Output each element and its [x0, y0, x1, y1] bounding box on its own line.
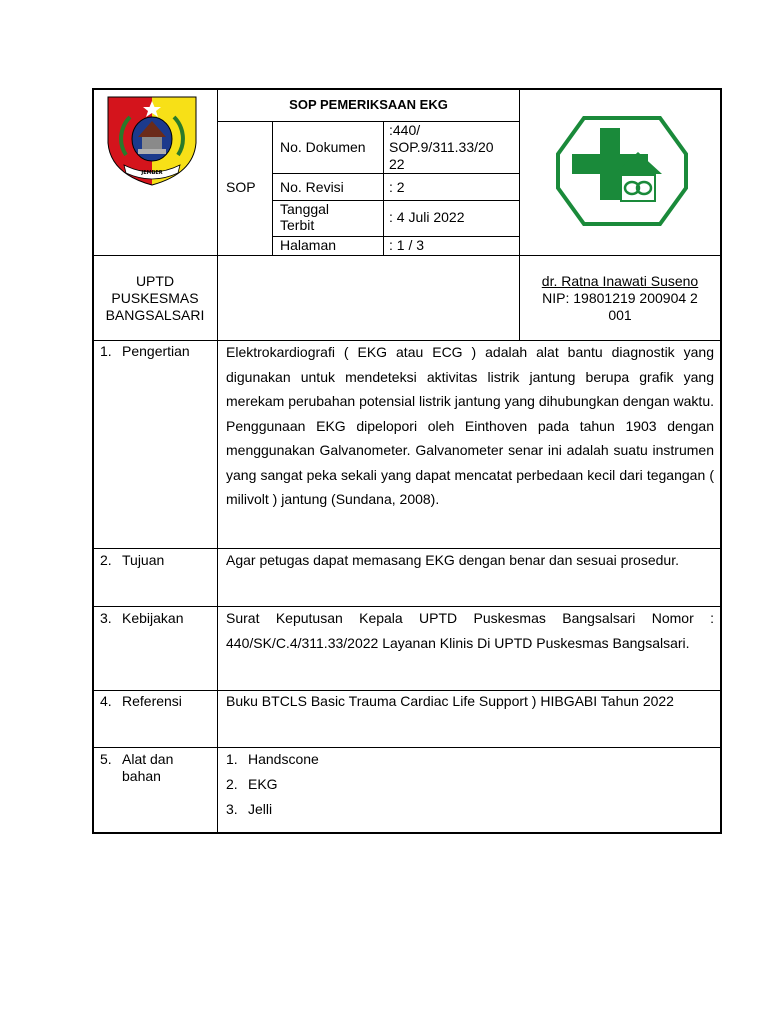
- list-item: [226, 797, 714, 822]
- section-4-text: Buku BTCLS Basic Trauma Cardiac Life Support ) HIBGABI Tahun 2022: [226, 693, 674, 709]
- signatory-nip-line-2: 001: [608, 307, 632, 323]
- body-column-divider: [217, 340, 218, 834]
- tanggal-terbit-value: : 4 Juli 2022: [389, 209, 465, 225]
- no-dokumen-value: [389, 122, 494, 173]
- sop-label: SOP: [226, 179, 256, 195]
- institution-line-3: BANGSALSARI: [105, 307, 205, 323]
- list-item: [226, 747, 714, 772]
- header-bottom-line: [92, 255, 722, 256]
- section-5-number: 5.: [100, 751, 112, 767]
- no-revisi-label: No. Revisi: [280, 179, 344, 195]
- institution-line-2: PUSKESMAS: [111, 290, 199, 306]
- signatory-name: dr. Ratna Inawati Suseno: [541, 273, 699, 289]
- sop-divider: [272, 121, 273, 255]
- no-dokumen-value-line-3: 22: [389, 156, 405, 172]
- signatory-block: [520, 273, 720, 324]
- section-2-number: 2.: [100, 552, 112, 568]
- signatory-nip-line-1: NIP: 19801219 200904 2: [542, 290, 698, 306]
- section-5-title: [122, 751, 173, 785]
- document-title: SOP PEMERIKSAAN EKG: [289, 97, 448, 112]
- table-left-border: [92, 88, 94, 834]
- section-2-text: Agar petugas dapat memasang EKG dengan benar dan sesuai prosedur.: [226, 552, 679, 568]
- list-item-number: 1.: [226, 751, 238, 767]
- no-dokumen-label: No. Dokumen: [280, 139, 366, 155]
- section-4-title: Referensi: [122, 693, 182, 709]
- section-1-text: Elektrokardiografi ( EKG atau ECG ) adalah alat bantu diagnostik yang digunakan untuk mendeteksi aktivitas listrik jantung berupa grafik yang merekam perubahan potensial listrik jantung yang dihubungkan dengan waktu. Penggunaan EKG dipelopori oleh Einthoven pada tahun 1903 dengan menggunakan Galvanometer. Galvanometer senar ini adalah suatu instrumen yang sangat peka sekali yang dapat mencatat perbedaan kecil dari tegangan ( milivolt ) jantung (Sundana, 2008).: [226, 344, 714, 507]
- jember-regency-emblem-icon: [104, 93, 199, 188]
- no-dokumen-value-line-1: :440/: [389, 122, 421, 138]
- section-5-title-line-1: Alat dan: [122, 751, 174, 767]
- tanggal-terbit-label-line-2: Terbit: [280, 217, 315, 233]
- table-right-border: [720, 88, 722, 834]
- list-item-text: Jelli: [248, 801, 273, 817]
- tanggal-terbit-label: [280, 201, 329, 233]
- emblem-ribbon-text: JEMBER: [141, 170, 163, 176]
- list-item-text: Handscone: [248, 751, 319, 767]
- halaman-label: Halaman: [280, 237, 337, 253]
- section-3-title: Kebijakan: [122, 610, 184, 626]
- institution-line-1: UPTD: [135, 273, 175, 289]
- equipment-list: [226, 747, 714, 822]
- list-item-text: EKG: [248, 776, 278, 792]
- header-divider-left: [217, 88, 218, 340]
- section-4-number: 4.: [100, 693, 112, 709]
- no-dokumen-value-line-2: SOP.9/311.33/20: [389, 139, 494, 155]
- row-line-1: [272, 173, 520, 174]
- table-top-border: [92, 88, 722, 90]
- list-item-number: 2.: [226, 776, 238, 792]
- puskesmas-logo-icon: [556, 116, 688, 226]
- meta-divider: [383, 121, 384, 255]
- institution-name: [93, 273, 217, 324]
- section-2-title: Tujuan: [122, 552, 165, 568]
- tanggal-terbit-label-line-1: Tanggal: [280, 201, 330, 217]
- table-bottom-border: [92, 832, 722, 834]
- section-3-text: Surat Keputusan Kepala UPTD Puskesmas Bangsalsari Nomor : 440/SK/C.4/311.33/2022 Layanan Klinis Di UPTD Puskesmas Bangsalsari.: [226, 610, 714, 651]
- section-3-number: 3.: [100, 610, 112, 626]
- section-5-title-line-2: bahan: [122, 768, 161, 784]
- section-1-number: 1.: [100, 343, 112, 359]
- section-1-title: Pengertian: [122, 343, 190, 359]
- list-item-number: 3.: [226, 801, 238, 817]
- no-revisi-value: : 2: [389, 179, 405, 195]
- list-item: [226, 772, 714, 797]
- halaman-value: : 1 / 3: [389, 237, 425, 253]
